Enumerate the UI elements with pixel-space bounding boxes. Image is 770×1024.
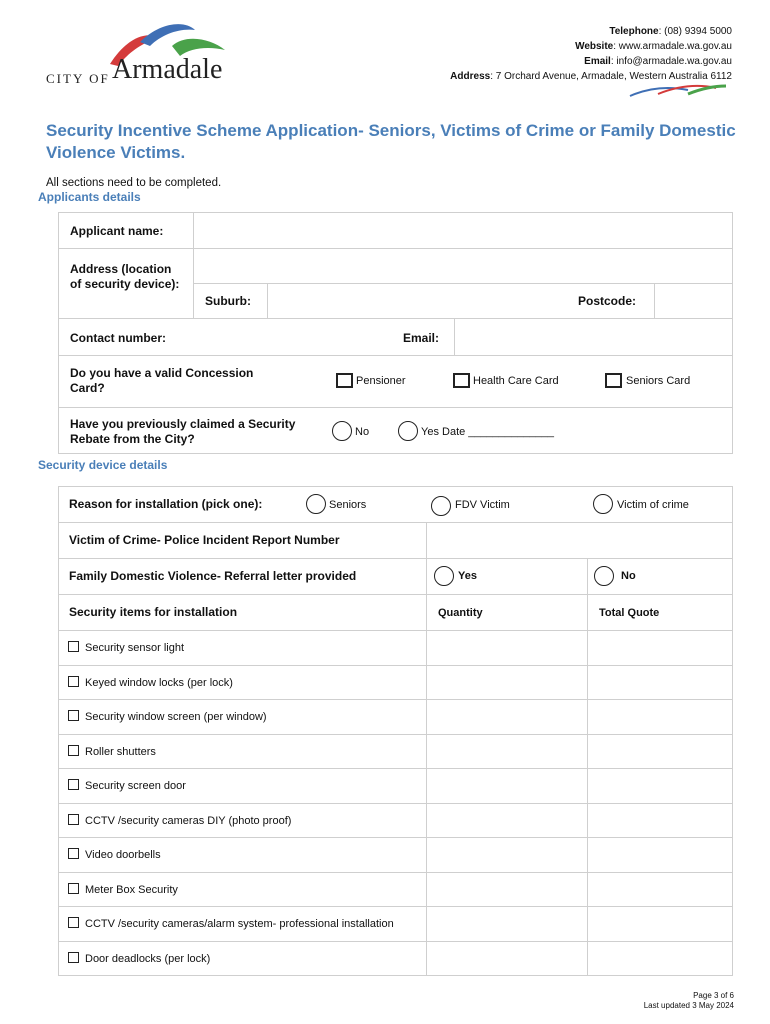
police-report-label: Victim of Crime- Police Incident Report Number — [69, 533, 340, 547]
item-quantity-field[interactable] — [429, 701, 584, 732]
reason-fdv-radio[interactable] — [431, 496, 451, 516]
row-divider — [58, 941, 733, 942]
email-label: Email — [584, 56, 611, 67]
footer — [644, 991, 734, 1011]
item-total-quote-field[interactable] — [590, 632, 730, 663]
reason-label: Reason for installation (pick one): — [69, 497, 263, 511]
page-number: Page 3 of 6 — [693, 991, 734, 1000]
security-item-row — [68, 814, 291, 827]
row-divider — [58, 837, 733, 838]
email-value: : info@armadale.wa.gov.au — [610, 56, 732, 67]
item-quantity-field[interactable] — [429, 770, 584, 801]
fdv-yes-radio[interactable] — [434, 566, 454, 586]
reason-victim-of-crime-radio[interactable] — [593, 494, 613, 514]
telephone-value: : (08) 9394 5000 — [658, 26, 732, 37]
page-title: Security Incentive Scheme Application- Seniors, Victims of Crime or Family Domestic Violence Victims. — [46, 121, 736, 162]
row-divider — [58, 630, 733, 631]
health-care-card-option: Health Care Card — [473, 375, 559, 387]
item-label: Security screen door — [85, 780, 186, 792]
contact-number-label: Contact number: — [70, 331, 166, 345]
telephone-label: Telephone — [609, 26, 659, 37]
postcode-label: Postcode: — [578, 294, 637, 308]
row-divider — [193, 283, 733, 284]
item-label: CCTV /security cameras DIY (photo proof) — [85, 814, 292, 827]
item-label: Meter Box Security — [85, 883, 178, 896]
device-heading: Security device details — [38, 458, 168, 472]
item-label: CCTV /security cameras/alarm system- professional installation — [85, 918, 394, 930]
items-header: Security items for installation — [69, 605, 238, 619]
security-item-row — [68, 952, 210, 965]
item-quantity-field[interactable] — [429, 667, 584, 698]
item-label: Security window screen (per window) — [85, 711, 267, 723]
previously-claimed-label: Have you previously claimed a Security Rebate from the City? — [70, 417, 296, 446]
security-item-row — [68, 676, 233, 689]
security-item-row — [68, 917, 394, 930]
item-checkbox[interactable] — [68, 676, 79, 687]
item-label: Video doorbells — [85, 849, 161, 861]
item-total-quote-field[interactable] — [590, 770, 730, 801]
row-divider — [58, 522, 733, 523]
item-total-quote-field[interactable] — [590, 736, 730, 767]
address-label: Address (location of security device): — [70, 262, 180, 291]
item-label: Roller shutters — [85, 745, 156, 758]
health-care-card-checkbox[interactable] — [453, 373, 470, 388]
row-divider — [58, 872, 733, 873]
item-quantity-field[interactable] — [429, 632, 584, 663]
seniors-card-checkbox[interactable] — [605, 373, 622, 388]
concession-label: Do you have a valid Concession Card? — [70, 366, 254, 395]
item-checkbox[interactable] — [68, 917, 79, 928]
row-divider — [58, 768, 733, 769]
address-value: : 7 Orchard Avenue, Armadale, Western Australia 6112 — [490, 71, 732, 82]
row-divider — [58, 594, 733, 595]
row-divider — [58, 906, 733, 907]
address-label: Address — [450, 71, 491, 82]
item-checkbox[interactable] — [68, 952, 79, 963]
security-item-row — [68, 641, 184, 654]
decorative-swoosh-icon — [628, 82, 728, 100]
email-label: Email: — [403, 331, 440, 345]
col-divider — [267, 283, 268, 318]
security-item-row — [68, 883, 178, 896]
item-label: Door deadlocks (per lock) — [85, 952, 211, 965]
item-total-quote-field[interactable] — [590, 839, 730, 870]
reason-victim-of-crime-label: Victim of crime — [617, 499, 689, 511]
website-label: Website — [575, 41, 614, 52]
postcode-field[interactable] — [657, 286, 730, 316]
security-item-row — [68, 745, 156, 758]
applicants-heading: Applicants details — [38, 190, 141, 204]
logo-city-text: CITY OF — [46, 71, 110, 86]
website-value: : www.armadale.wa.gov.au — [613, 41, 732, 52]
item-label: Security sensor light — [85, 642, 185, 654]
claimed-yes-radio[interactable] — [398, 421, 418, 441]
reason-seniors-label: Seniors — [329, 499, 367, 511]
security-item-row — [68, 710, 267, 723]
item-total-quote-field[interactable] — [590, 908, 730, 939]
row-divider — [58, 558, 733, 559]
fdv-referral-label: Family Domestic Violence- Referral letter provided — [69, 569, 357, 583]
item-quantity-field[interactable] — [429, 736, 584, 767]
fdv-no-label: No — [621, 570, 636, 582]
item-label: Keyed window locks (per lock) — [85, 676, 233, 689]
row-divider — [58, 318, 733, 319]
item-total-quote-field[interactable] — [590, 874, 730, 905]
address-field[interactable] — [196, 251, 730, 281]
row-divider — [58, 355, 733, 356]
col-divider — [426, 522, 427, 976]
contact-number-field[interactable] — [180, 321, 390, 352]
col-divider — [193, 212, 194, 318]
col-divider — [654, 283, 655, 318]
col-divider — [454, 318, 455, 355]
item-quantity-field[interactable] — [429, 805, 584, 836]
security-item-row — [68, 848, 161, 861]
row-divider — [58, 248, 733, 249]
fdv-no-radio[interactable] — [594, 566, 614, 586]
suburb-field[interactable] — [270, 286, 570, 316]
row-divider — [58, 803, 733, 804]
row-divider — [58, 665, 733, 666]
item-checkbox[interactable] — [68, 641, 79, 652]
claimed-yes-date-label: Yes Date ______________ — [421, 426, 554, 438]
item-total-quote-field[interactable] — [590, 667, 730, 698]
security-item-row — [68, 779, 186, 792]
total-quote-header: Total Quote — [599, 607, 660, 619]
police-report-field[interactable] — [429, 525, 730, 556]
row-divider — [58, 699, 733, 700]
item-quantity-field[interactable] — [429, 943, 584, 974]
item-quantity-field[interactable] — [429, 839, 584, 870]
item-checkbox[interactable] — [68, 779, 79, 790]
row-divider — [58, 407, 733, 408]
col-divider — [587, 558, 588, 976]
item-total-quote-field[interactable] — [590, 805, 730, 836]
item-quantity-field[interactable] — [429, 874, 584, 905]
quantity-header: Quantity — [438, 607, 483, 619]
item-total-quote-field[interactable] — [590, 943, 730, 974]
applicant-name-field[interactable] — [196, 215, 730, 245]
item-checkbox[interactable] — [68, 710, 79, 721]
applicant-name-label: Applicant name: — [70, 224, 164, 238]
suburb-label: Suburb: — [205, 294, 251, 308]
email-field[interactable] — [457, 321, 730, 352]
completion-note: All sections need to be completed. — [46, 177, 222, 189]
reason-fdv-label: FDV Victim — [455, 499, 510, 511]
claimed-no-radio[interactable] — [332, 421, 352, 441]
row-divider — [58, 734, 733, 735]
item-checkbox[interactable] — [68, 814, 79, 825]
fdv-yes-label: Yes — [458, 570, 477, 582]
reason-seniors-radio[interactable] — [306, 494, 326, 514]
last-updated: Last updated 3 May 2024 — [643, 1001, 734, 1010]
item-checkbox[interactable] — [68, 883, 79, 894]
item-checkbox[interactable] — [68, 745, 79, 756]
claimed-no-label: No — [355, 426, 370, 438]
item-checkbox[interactable] — [68, 848, 79, 859]
pensioner-checkbox[interactable] — [336, 373, 353, 388]
logo-name-text: Armadale — [112, 54, 223, 85]
item-total-quote-field[interactable] — [590, 701, 730, 732]
item-quantity-field[interactable] — [429, 908, 584, 939]
pensioner-option: Pensioner — [356, 375, 406, 387]
seniors-card-option: Seniors Card — [626, 375, 691, 387]
contact-block — [450, 24, 732, 84]
